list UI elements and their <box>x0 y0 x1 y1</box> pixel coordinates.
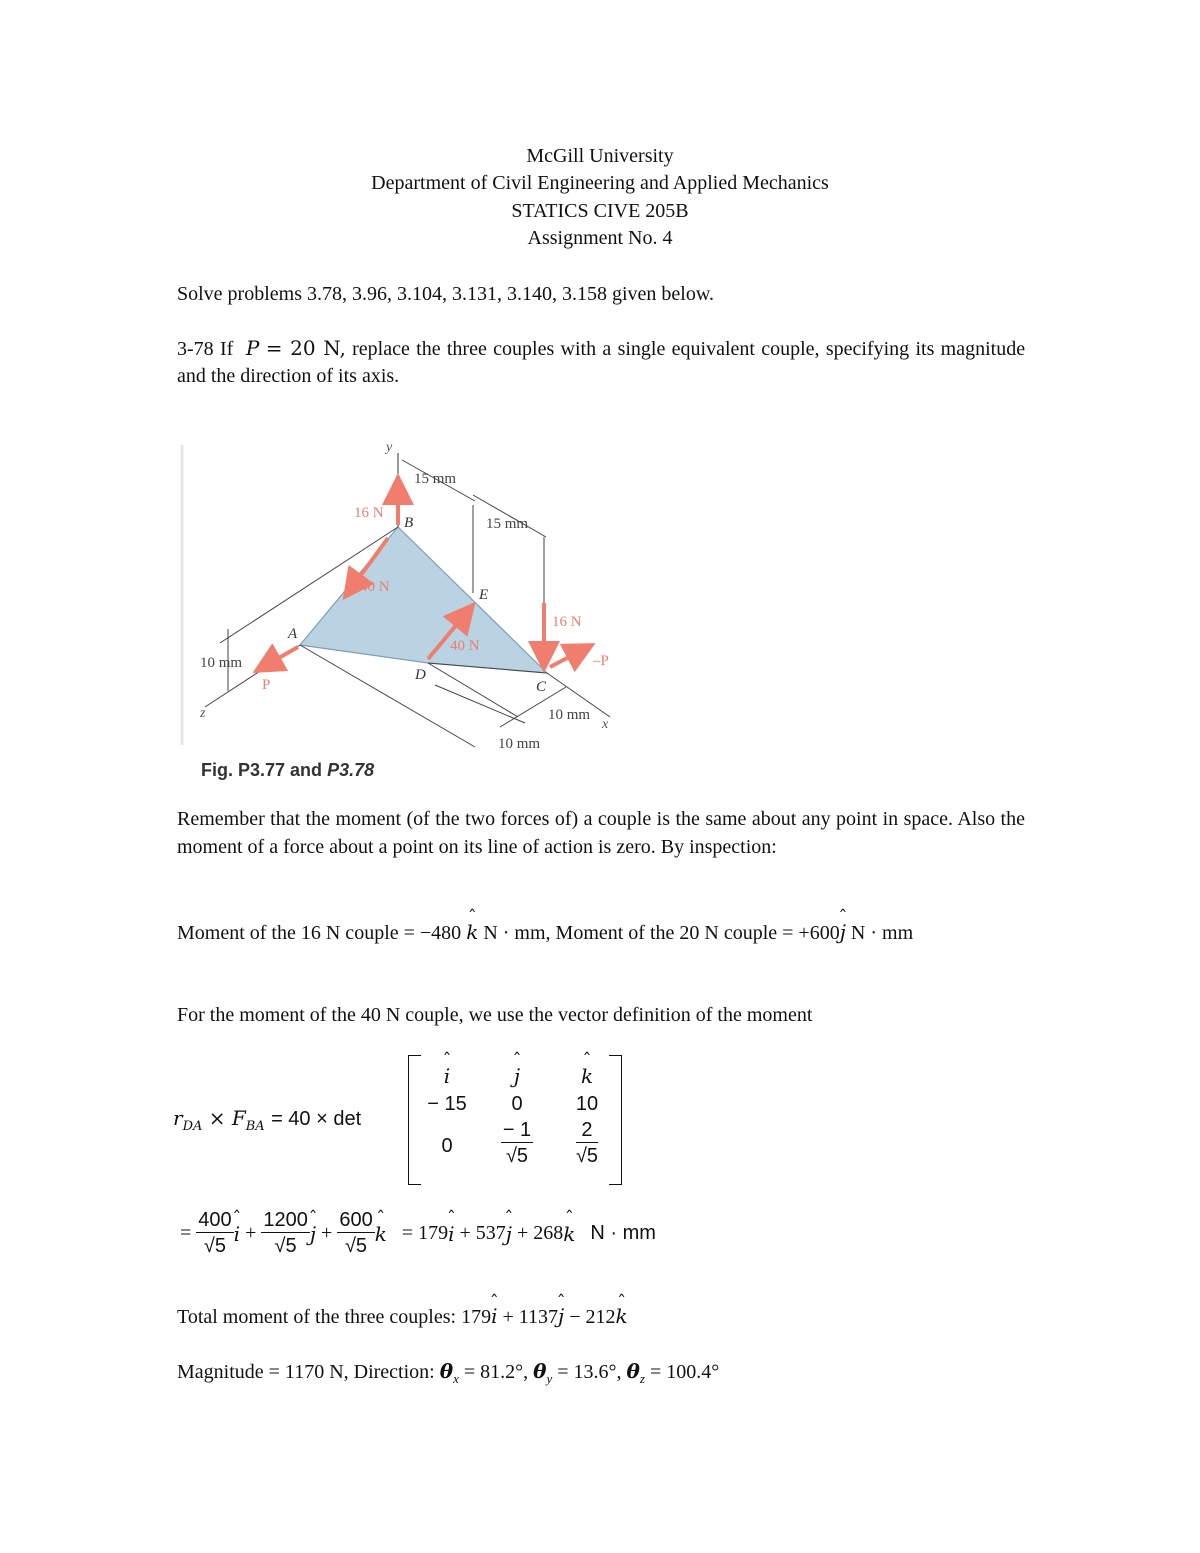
t2-num: 1200 <box>263 1209 308 1231</box>
matrix-r3c1: 0 <box>441 1135 453 1157</box>
label-dim-10mm-left: 10 mm <box>200 655 243 671</box>
theta-x-val: = 81.2°, <box>463 1361 529 1383</box>
figure-caption <box>201 760 374 781</box>
moments-line <box>177 918 1025 947</box>
label-z-axis: z <box>200 706 206 721</box>
rhs-c: + 268 <box>517 1222 564 1244</box>
label-16n-b: 16 N <box>354 505 384 521</box>
result-plus1: + <box>245 1222 257 1244</box>
theta-x: θ <box>439 1359 454 1383</box>
matrix-i-hat: ˆ i <box>444 1064 450 1088</box>
t3-den: √5 <box>344 1235 368 1257</box>
unit-k-hat: ˆ k <box>466 918 478 946</box>
magnitude-label: Magnitude <box>177 1361 264 1383</box>
r3c3-den: √5 <box>575 1145 599 1167</box>
cp-rhs: = 40 × det <box>271 1108 362 1130</box>
cp-r: r <box>173 1106 183 1130</box>
header-course: STATICS CIVE 205B <box>511 200 689 222</box>
label-dim-10mm-bottom: 10 mm <box>498 736 541 752</box>
instructions: Solve problems 3.78, 3.96, 3.104, 3.131, 3.140, 3.158 given below. <box>177 283 715 305</box>
total-mid2: − 212 <box>569 1306 616 1328</box>
label-point-d: D <box>415 667 426 683</box>
t1-num: 400 <box>198 1209 232 1231</box>
header-university: McGill University <box>526 145 674 167</box>
label-point-c: C <box>536 679 547 695</box>
label-dim-10mm-right: 10 mm <box>548 707 591 723</box>
label-dim-15mm-mid: 15 mm <box>486 516 529 532</box>
result-line <box>180 1208 656 1259</box>
magnitude-value: = 1170 N, Direction: <box>268 1361 435 1383</box>
cp-r-sub: DA <box>182 1119 203 1134</box>
t1-unit: ˆ i <box>234 1222 240 1246</box>
matrix-r2c2: 0 <box>511 1093 523 1115</box>
r3c2-den: √5 <box>505 1145 529 1167</box>
total-i: ˆ i <box>491 1303 497 1330</box>
t1-den: √5 <box>203 1235 227 1257</box>
matrix-k-hat: ˆ k <box>581 1064 593 1088</box>
vector-definition: For the moment of the 40 N couple, we use the vector definition of the moment <box>177 1004 813 1026</box>
total-moment <box>177 1303 1025 1331</box>
force-neg-p-arrow <box>550 645 592 667</box>
moments-part3: N · mm <box>850 922 914 944</box>
problem-p-var: P <box>245 336 260 360</box>
cp-f-sub: BA <box>245 1119 265 1134</box>
matrix-r3c3 <box>552 1118 622 1169</box>
theta-y-val: = 13.6°, <box>557 1361 622 1383</box>
cp-f: F <box>231 1106 246 1130</box>
problem-number: 3-78 <box>177 338 214 360</box>
header-assignment: Assignment No. 4 <box>527 227 673 249</box>
rhs-a: = 179 <box>401 1222 449 1244</box>
moments-part2: N · mm, Moment of the 20 N couple = +600 <box>483 922 840 944</box>
result-eq: = <box>180 1222 192 1244</box>
r3c2-num: − 1 <box>502 1119 532 1141</box>
force-p-arrow <box>256 647 298 671</box>
total-k: ˆ k <box>616 1303 628 1330</box>
total-label: Total moment of the three couples: 179 <box>177 1306 492 1328</box>
result-plus2: + <box>321 1222 333 1244</box>
label-point-b: B <box>404 515 414 531</box>
matrix-r3c2 <box>482 1118 552 1169</box>
total-mid1: + 1137 <box>502 1306 559 1328</box>
t3-unit: ˆ k <box>375 1222 387 1246</box>
matrix-r2c3: 10 <box>575 1093 599 1115</box>
rhs-i: ˆ i <box>448 1222 454 1246</box>
label-dim-15mm-top: 15 mm <box>414 471 457 487</box>
moments-part1: Moment of the 16 N couple = −480 <box>177 922 462 944</box>
unit-j-hat: ˆ j <box>840 918 846 946</box>
theta-z-val: = 100.4° <box>649 1361 720 1383</box>
label-neg-p: –P <box>593 653 609 669</box>
rhs-j: ˆ j <box>506 1222 512 1246</box>
figure-caption-italic: P3.78 <box>327 760 375 780</box>
theta-z: θ <box>626 1359 640 1383</box>
triangle-plate <box>300 527 547 673</box>
problem-statement <box>177 335 1025 390</box>
t2-den: √5 <box>274 1235 297 1257</box>
matrix-j-hat: ˆ j <box>514 1064 520 1088</box>
cp-times: × <box>208 1106 226 1130</box>
label-40n-ba: 40 N <box>360 579 390 595</box>
r3c3-num: 2 <box>576 1118 598 1143</box>
problem-p-eq: = 20 N, <box>265 336 346 360</box>
label-point-a: A <box>288 626 298 642</box>
label-x-axis: x <box>602 717 609 732</box>
problem-text: replace the three couples with a single equivalent couple, specifying its magnitude and the direction of its axis. <box>177 338 1026 387</box>
label-point-e: E <box>479 587 489 603</box>
total-j: ˆ j <box>558 1303 564 1330</box>
matrix-r2c1: − 15 <box>427 1093 467 1115</box>
theta-y: θ <box>533 1359 547 1383</box>
theta-x-sub: x <box>453 1371 459 1386</box>
theta-z-sub: z <box>639 1371 645 1386</box>
rhs-b: + 537 <box>459 1222 506 1244</box>
label-16n-c: 16 N <box>552 614 582 630</box>
figure-diagram <box>170 425 640 790</box>
header-department: Department of Civil Engineering and Applied Mechanics <box>371 172 829 194</box>
figure-caption-prefix: Fig. P3.77 and <box>201 760 323 780</box>
theta-y-sub: y <box>546 1371 553 1386</box>
label-40n-de: 40 N <box>450 638 480 654</box>
magnitude-line <box>177 1358 1025 1392</box>
t3-num: 600 <box>339 1209 373 1231</box>
cross-product-lhs <box>173 1106 361 1134</box>
rhs-k: ˆ k <box>563 1222 575 1246</box>
remark-paragraph: Remember that the moment (of the two forces of) a couple is the same about any point in space. Also the moment of a force about a point on its line of action is zero. By inspection: <box>177 808 1025 858</box>
label-p: P <box>262 677 271 693</box>
label-y-axis: y <box>386 440 393 455</box>
rhs-unit: N · mm <box>590 1222 656 1244</box>
t2-unit: ˆ j <box>310 1222 316 1246</box>
problem-if: If <box>219 338 234 360</box>
